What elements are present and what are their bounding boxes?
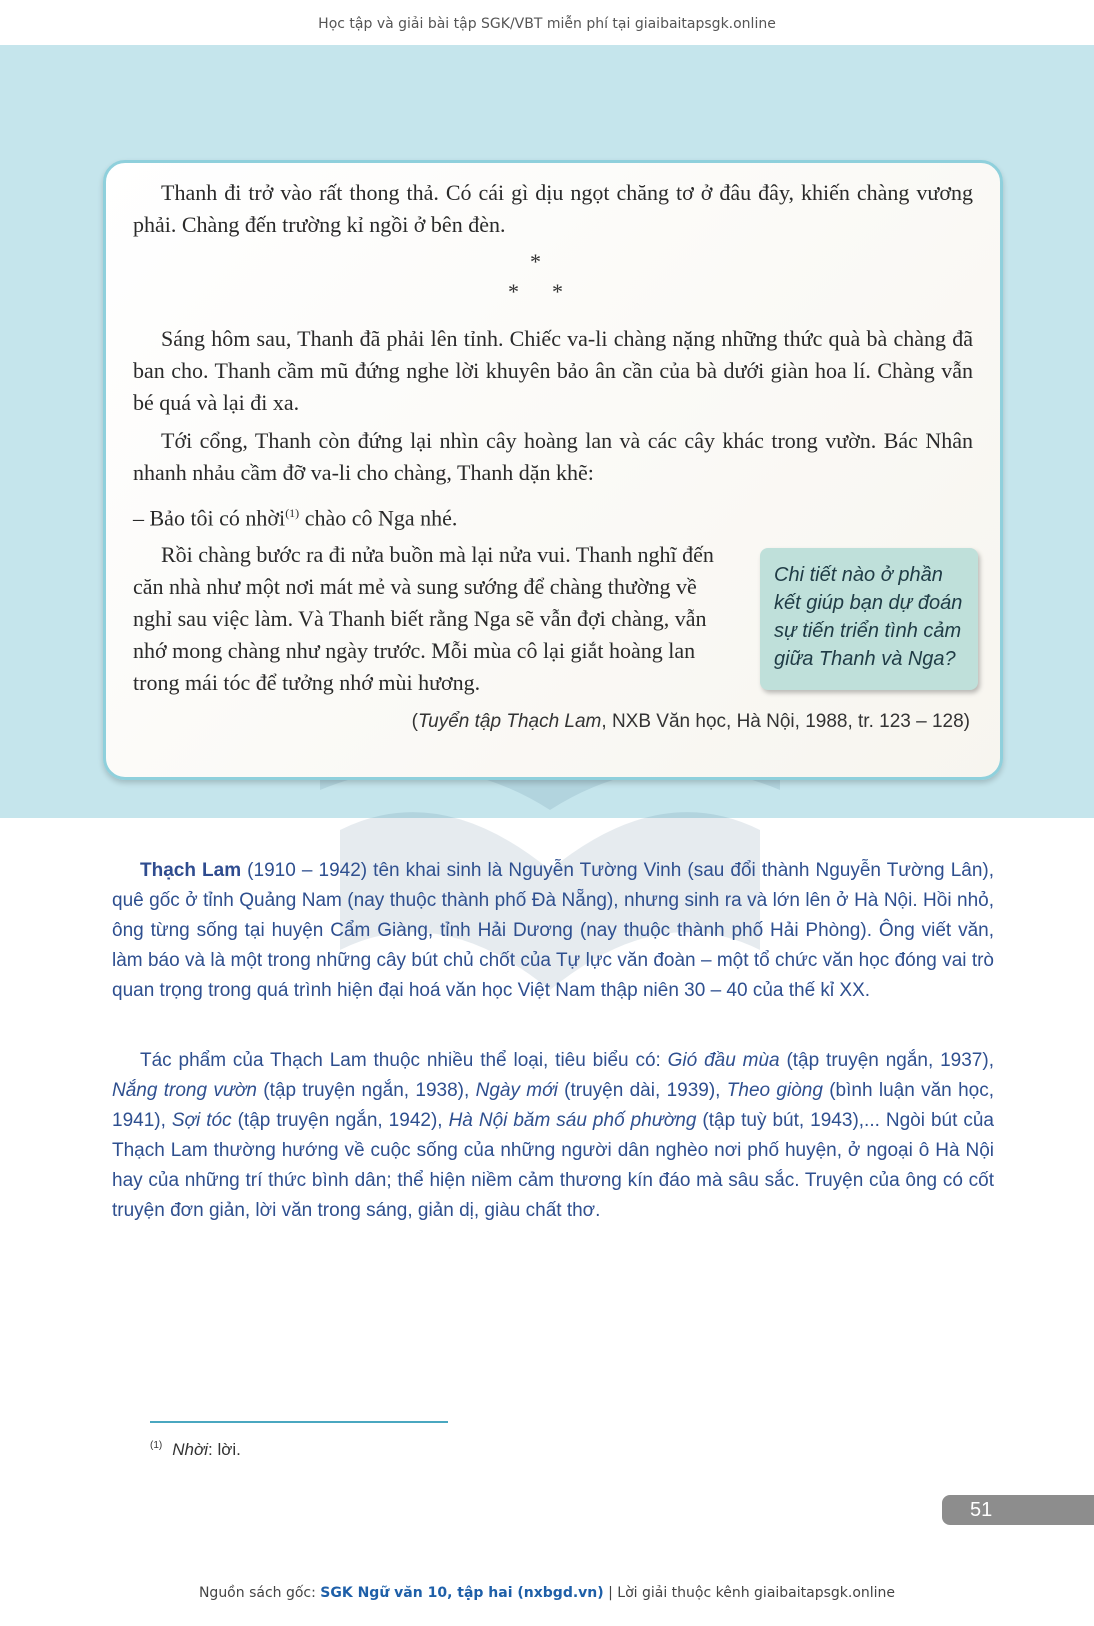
footnote-divider [150,1421,448,1423]
author-works-paragraph: Tác phẩm của Thạch Lam thuộc nhiều thể loại, tiêu biểu có: Gió đầu mùa (tập truyện ngắn, 1937), Nắng trong vườn (tập truyện ngắn, 1938), Ngày mới (truyện dài, 1939), Theo giòng (bình luận văn học, 1941), Sợi tóc (tập truyện ngắn, 1942), Hà Nội băm sáu phố phường (tập tuỳ bút, 1943),... Ngòi bút của Thạch Lam thường hướng về cuộc sống của những người dân nghèo nơi phố huyện, ở ngoại ô Hà Nội hay của những trí thức bình dân; thể hiện niềm cảm thương kín đáo mà sâu sắc. Truyện của ông có cốt truyện đơn giản, lời văn trong sáng, giản dị, giàu chất thơ. [112,1050,994,1221]
section-divider-star: * [552,279,563,304]
excerpt-paragraph-2: Sáng hôm sau, Thanh đã phải lên tỉnh. Chiếc va-li chàng nặng những thức quà bà chàng đã ban cho. Thanh cầm mũ đứng nghe lời khuyên bảo ân cần của bà dưới giàn hoa lí. Chàng vẫn bé quá và lại đi xa. [133,326,973,415]
excerpt-source: (Tuyển tập Thạch Lam, NXB Văn học, Hà Nội, 1988, tr. 123 – 128) [411,711,970,732]
book-source-link[interactable]: SGK Ngữ văn 10, tập hai (nxbgd.vn) [320,1585,604,1601]
author-bio-paragraph: Thạch Lam (1910 – 1942) tên khai sinh là Nguyễn Tường Vinh (sau đổi thành Nguyễn Tường Lân), quê gốc ở tỉnh Quảng Nam (nay thuộc thành phố Đà Nẵng), nhưng sinh ra và lớn lên ở Hà Nội. Hồi nhỏ, ông từng sống tại huyện Cẩm Giàng, tỉnh Hải Dương (nay thuộc thành phố Hải Phòng). Ông viết văn, làm báo và là một trong những cây bút chủ chốt của Tự lực văn đoàn – một tổ chức văn học đóng vai trò quan trọng trong quá trình hiện đại hoá văn học Việt Nam thập niên 30 – 40 của thế kỉ XX. [112,860,994,1001]
site-banner: Học tập và giải bài tập SGK/VBT miễn phí tại giaibaitapsgk.online [0,0,1094,45]
work-title: Ngày mới [475,1080,558,1101]
work-title: Hà Nội băm sáu phố phường [448,1110,697,1131]
work-title: Nắng trong vườn [112,1080,257,1101]
footnote-ref: (1) [285,506,300,520]
author-name: Thạch Lam [140,860,242,881]
footnote-marker: (1) [150,1440,163,1452]
section-divider-star: * [530,249,541,274]
excerpt-paragraph-5: Rồi chàng bước ra đi nửa buồn mà lại nửa vui. Thanh nghĩ đến căn nhà như một nơi mát mẻ và sung sướng để chàng thường về nghỉ sau việc làm. Và Thanh biết rằng Nga sẽ vẫn đợi chàng, vẫn nhớ mong chàng như ngày trước. Mỗi mùa cô lại giắt hoàng lan trong mái tóc để tưởng nhớ mùi hương. [133,542,714,695]
work-title: Theo giòng [726,1080,823,1101]
work-title: Gió đầu mùa [667,1050,780,1071]
section-divider-star: * [508,279,519,304]
excerpt-dialogue: – Bảo tôi có nhời$^{(1)}$ chào cô Nga nhé. [133,505,458,531]
reading-question-callout: Chi tiết nào ở phần kết giúp bạn dự đoán sự tiến triển tình cảm giữa Thanh và Nga? [760,548,978,690]
page-number: 51 [942,1495,1094,1525]
footnote: $^{(1)}$ Nhời: lời. [150,1440,241,1459]
excerpt-paragraph-1: Thanh đi trở vào rất thong thả. Có cái gì dịu ngọt chăng tơ ở đâu đây, khiến chàng vương phải. Chàng đến trường kỉ ngồi ở bên đèn. [133,180,973,237]
source-footer: Nguồn sách gốc: SGK Ngữ văn 10, tập hai (nxbgd.vn) | Lời giải thuộc kênh giaibaitapsgk.online [198,1585,896,1601]
work-title: Sợi tóc [171,1110,232,1131]
excerpt-paragraph-3: Tới cổng, Thanh còn đứng lại nhìn cây hoàng lan và các cây khác trong vườn. Bác Nhân nhanh nhảu cầm đỡ va-li cho chàng, Thanh dặn khẽ: [133,428,973,485]
